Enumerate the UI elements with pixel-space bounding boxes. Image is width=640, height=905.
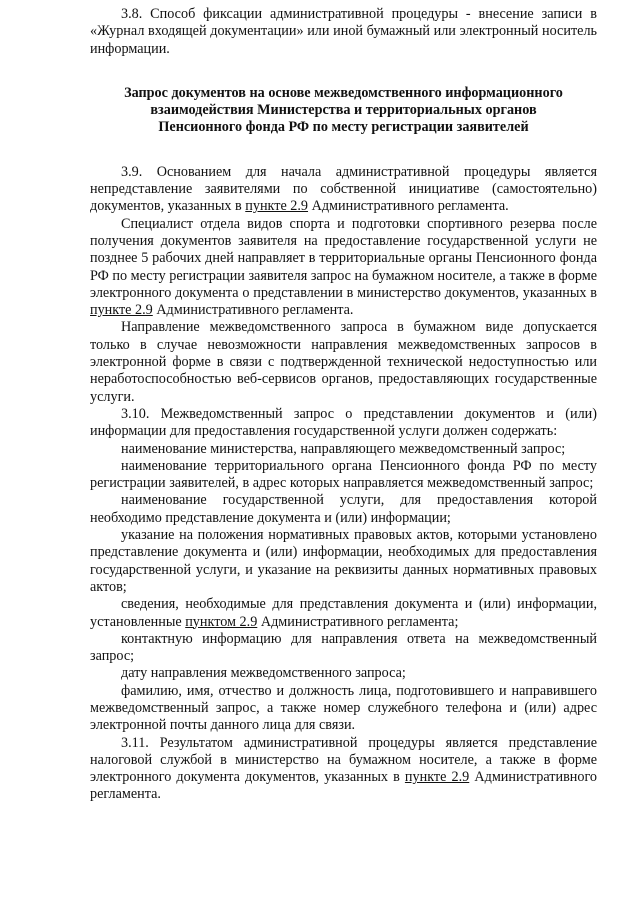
list-item-responsible-person: фамилию, имя, отчество и должность лица, подготовившего и направившего межведомственный запрос, а также номер служебного телефона и (или) адрес электронной почты данного лица для связи. bbox=[90, 682, 597, 734]
paragraph-text: Административного регламента. bbox=[90, 769, 598, 803]
heading-line-2: взаимодействия Министерства и территориальных органов bbox=[150, 102, 537, 119]
paragraph-3-10: 3.10. Межведомственный запрос о представлении документов и (или) информации для предоставления государственной услуги должен содержать: bbox=[90, 405, 597, 440]
clause-2-9-link[interactable]: пунктом 2.9 bbox=[185, 613, 258, 630]
paragraph-text: 3.9. Основанием для начала административной процедуры является непредставление заявителями по собственной инициативе (самостоятельно) документов, указанных в bbox=[90, 163, 597, 215]
paragraph-3-8: 3.8. Способ фиксации административной процедуры - внесение записи в «Журнал входящей документации» или иной бумажный или электронный носитель информации. bbox=[90, 6, 597, 57]
list-item-legal-acts: указание на положения нормативных правовых актов, которыми установлено представление документа и (или) информации, необходимых для предоставления государственной услуги, и указание на реквизиты данных нормативных правовых актов; bbox=[90, 527, 597, 595]
list-item-request-date: дату направления межведомственного запроса; bbox=[121, 665, 406, 682]
paragraph-text: Административного регламента. bbox=[152, 302, 354, 319]
list-item-contact-info: контактную информацию для направления ответа на межведомственный запрос; bbox=[90, 630, 597, 665]
document-page bbox=[90, 6, 597, 804]
section-heading bbox=[90, 85, 597, 137]
heading-line-3: Пенсионного фонда РФ по месту регистрации заявителей bbox=[158, 119, 529, 136]
list-item-service-name: наименование государственной услуги, для предоставления которой необходимо представление документа и (или) информации; bbox=[90, 492, 597, 526]
list-item-territorial-body: наименование территориального органа Пенсионного фонда РФ по месту регистрации заявителей, в адрес которых направляется межведомственный запрос; bbox=[90, 457, 597, 492]
paragraph-3-11 bbox=[90, 735, 597, 804]
clause-2-9-link[interactable]: пункте 2.9 bbox=[90, 302, 153, 319]
paragraph-specialist bbox=[90, 216, 597, 320]
paragraph-paper-request: Направление межведомственного запроса в бумажном виде допускается только в случае невозможности направления межведомственных запросов в электронной форме в связи с подтвержденной технической недоступностью или неработоспособностью веб-сервисов органов, предоставляющих государственные услуги. bbox=[90, 319, 597, 405]
heading-line-1: Запрос документов на основе межведомственного информационного bbox=[124, 84, 563, 101]
paragraph-text: сведения, необходимые для представления документа и (или) информации, установленные bbox=[90, 596, 597, 630]
clause-2-9-link[interactable]: пункте 2.9 bbox=[245, 198, 309, 215]
paragraph-3-9 bbox=[90, 164, 597, 216]
paragraph-text: Специалист отдела видов спорта и подготовки спортивного резерва после получения документов заявителя на предоставление государственной услуги не позднее 5 рабочих дней направляет в территориальные органы Пенсионного фонда РФ по месту регистрации заявителя запрос на бумажном носителе, а также в форме электронного документа о представлении в министерство документов, указанных в bbox=[90, 215, 597, 301]
paragraph-text: 3.11. Результатом административной процедуры является представление налоговой службой в министерство на бумажном носителе, а также в форме электронного документа документов, указанных в bbox=[90, 734, 597, 786]
list-item-required-info bbox=[90, 596, 597, 631]
paragraph-text: Административного регламента; bbox=[257, 613, 459, 630]
paragraph-text: Административного регламента. bbox=[308, 198, 509, 215]
clause-2-9-link[interactable]: пункте 2.9 bbox=[404, 769, 470, 786]
list-item-ministry-name: наименование министерства, направляющего межведомственный запрос; bbox=[121, 440, 566, 457]
